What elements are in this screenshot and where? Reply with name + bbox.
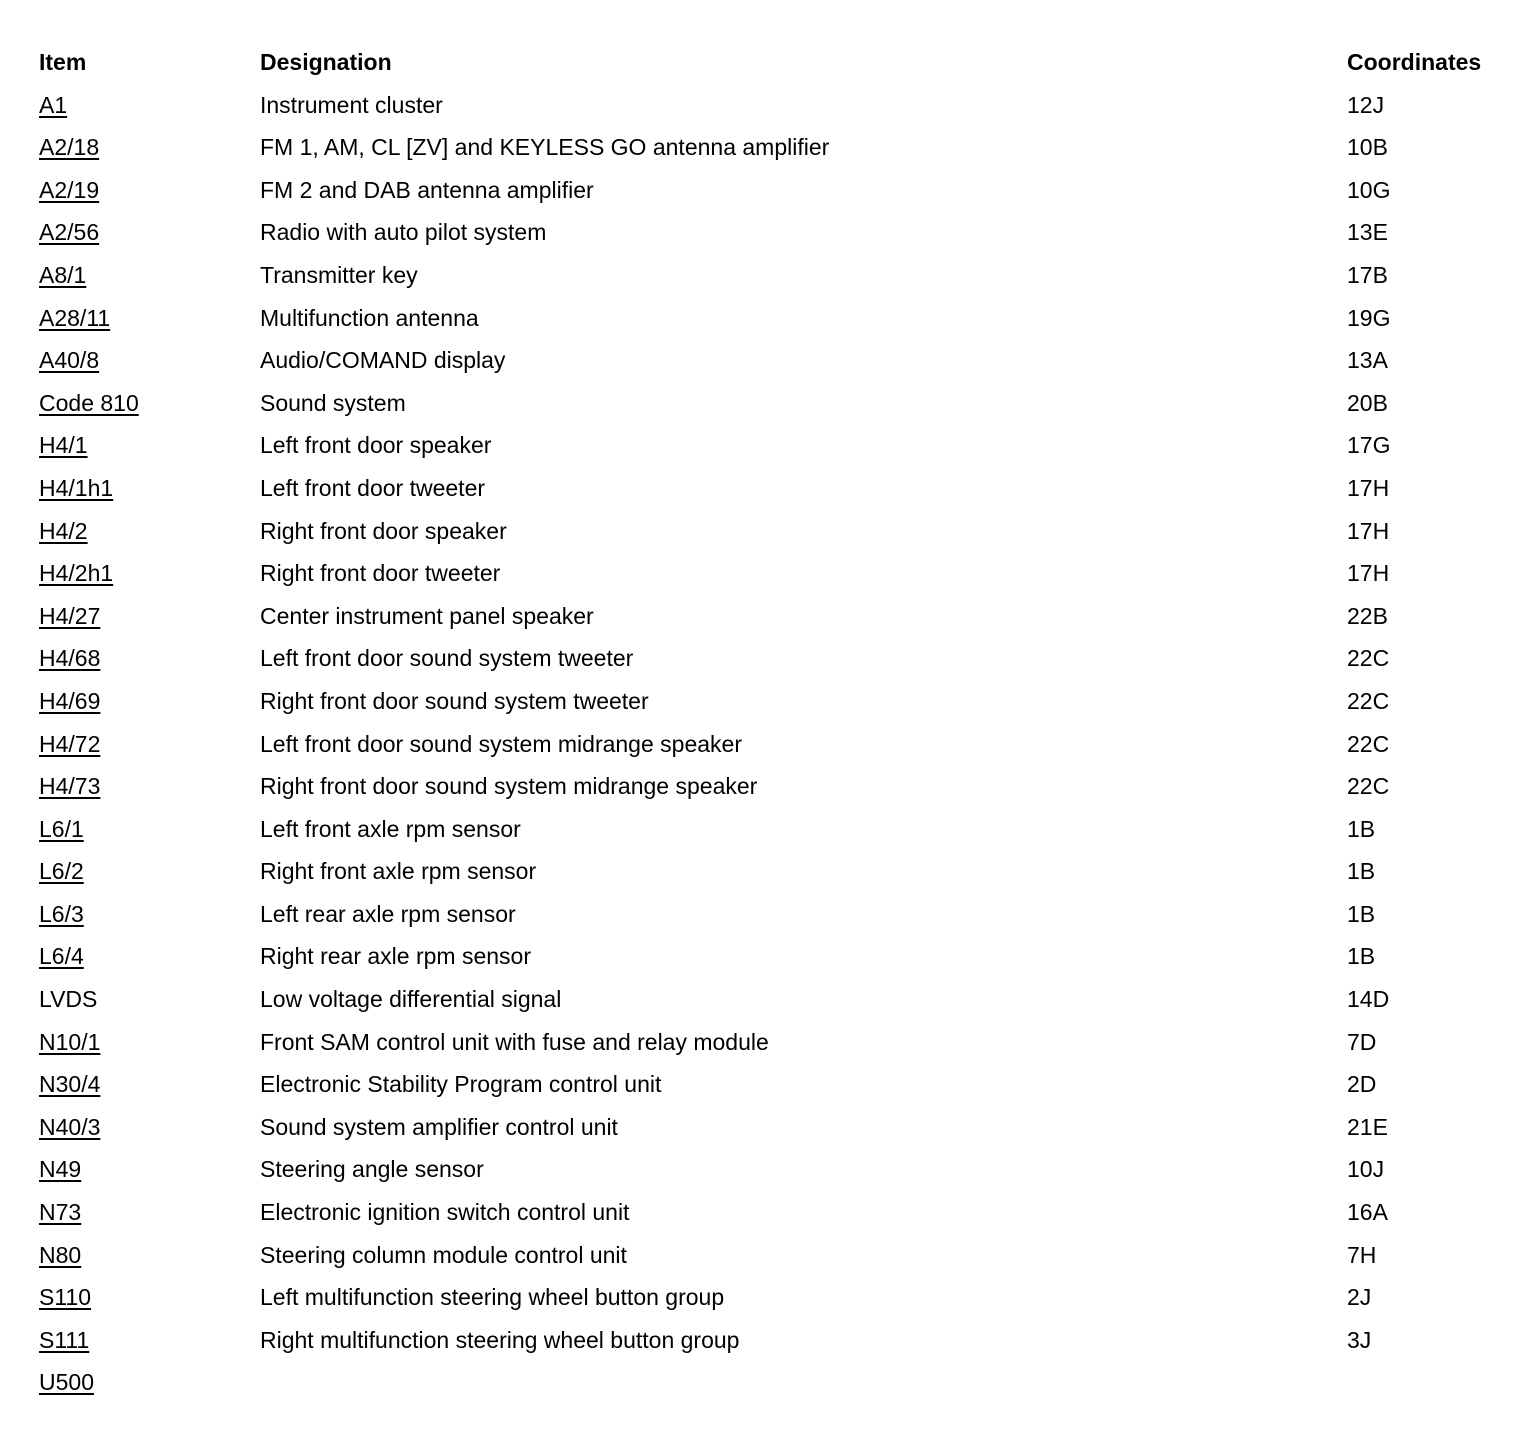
item-link[interactable]: Code 810 [39,389,139,416]
coordinates-text: 16A [1347,1199,1388,1226]
designation-text: Electronic ignition switch control unit [260,1199,630,1226]
coordinates-text: 1B [1347,815,1376,842]
item-link[interactable]: N10/1 [39,1028,101,1055]
item-link[interactable]: A28/11 [39,304,111,331]
table-row [39,467,1519,510]
coordinates-text: 17G [1347,432,1391,459]
item-link[interactable]: A8/1 [39,261,87,288]
designation-text: FM 1, AM, CL [ZV] and KEYLESS GO antenna amplifier [260,134,830,161]
item-link[interactable]: U500 [39,1369,94,1396]
item-link[interactable]: L6/2 [39,858,84,885]
table-row [39,1361,1519,1404]
designation-text: FM 2 and DAB antenna amplifier [260,176,594,203]
coordinates-text: 13A [1347,347,1388,374]
coordinates-text: 22C [1347,730,1390,757]
header-designation: Designation [260,49,392,75]
table-row [39,1106,1519,1149]
coordinates-text: 17H [1347,560,1390,587]
item-link[interactable]: N80 [39,1241,82,1268]
designation-text: Sound system amplifier control unit [260,1113,618,1140]
item-label: LVDS [39,986,98,1013]
designation-text: Left rear axle rpm sensor [260,900,516,927]
designation-text: Sound system [260,389,406,416]
item-link[interactable]: H4/73 [39,773,101,800]
designation-text: Left front door sound system tweeter [260,645,634,672]
table-row [39,680,1519,723]
table-row [39,339,1519,382]
item-link[interactable]: A2/18 [39,134,100,161]
table-row [39,595,1519,638]
coordinates-text: 1B [1347,943,1376,970]
designation-text: Right front door sound system midrange speaker [260,773,758,800]
coordinates-text: 17H [1347,517,1390,544]
table-row [39,1148,1519,1191]
item-link[interactable]: H4/2 [39,517,88,544]
item-link[interactable]: N40/3 [39,1113,101,1140]
table-row [39,552,1519,595]
table-row [39,211,1519,254]
coordinates-text: 21E [1347,1113,1388,1140]
coordinates-text: 22B [1347,602,1388,629]
coordinates-text: 2J [1347,1284,1372,1311]
coordinates-text: 22C [1347,645,1390,672]
designation-text: Electronic Stability Program control unit [260,1071,662,1098]
table-row [39,126,1519,169]
designation-text: Multifunction antenna [260,304,479,331]
designation-text: Right front axle rpm sensor [260,858,537,885]
item-link[interactable]: H4/1 [39,432,88,459]
table-row [39,84,1519,127]
designation-text: Center instrument panel speaker [260,602,594,629]
coordinates-text: 20B [1347,389,1388,416]
item-link[interactable]: H4/72 [39,730,101,757]
coordinates-text: 12J [1347,91,1385,118]
designation-text: Left front door tweeter [260,474,486,501]
designation-text: Left multifunction steering wheel button group [260,1284,725,1311]
table-row [39,935,1519,978]
item-link[interactable]: N73 [39,1199,82,1226]
coordinates-text: 3J [1347,1326,1372,1353]
table-row [39,1276,1519,1319]
table-row [39,297,1519,340]
coordinates-text: 13E [1347,219,1388,246]
table-row [39,850,1519,893]
designation-text: Radio with auto pilot system [260,219,547,246]
item-link[interactable]: A2/19 [39,176,100,203]
table-row [39,765,1519,808]
designation-text: Steering angle sensor [260,1156,484,1183]
table-row [39,723,1519,766]
coordinates-text: 2D [1347,1071,1377,1098]
table-row [39,893,1519,936]
table-row [39,382,1519,425]
designation-text: Right front door tweeter [260,560,501,587]
designation-text: Left front door sound system midrange speaker [260,730,742,757]
item-link[interactable]: L6/4 [39,943,84,970]
item-link[interactable]: L6/3 [39,900,84,927]
item-link[interactable]: H4/69 [39,687,101,714]
header-item: Item [39,49,87,75]
table-row [39,510,1519,553]
table-row [39,1063,1519,1106]
table-row [39,808,1519,851]
designation-text: Right front door sound system tweeter [260,687,649,714]
coordinates-text: 10G [1347,176,1391,203]
coordinates-text: 10B [1347,134,1388,161]
coordinates-text: 22C [1347,687,1390,714]
table-row [39,254,1519,297]
item-link[interactable]: H4/1h1 [39,474,114,501]
table-header-row [39,41,1519,84]
item-link[interactable]: N30/4 [39,1071,101,1098]
coordinates-text: 17B [1347,261,1388,288]
designation-text: Right rear axle rpm sensor [260,943,531,970]
coordinates-text: 22C [1347,773,1390,800]
header-coordinates: Coordinates [1347,49,1482,75]
designation-text: Audio/COMAND display [260,347,506,374]
coordinates-text: 17H [1347,474,1390,501]
designation-text: Front SAM control unit with fuse and relay module [260,1028,769,1055]
designation-text: Left front axle rpm sensor [260,815,521,842]
item-link[interactable]: A2/56 [39,219,100,246]
designation-text: Low voltage differential signal [260,986,562,1013]
item-link[interactable]: H4/2h1 [39,560,114,587]
item-link[interactable]: H4/27 [39,602,101,629]
table-row [39,1319,1519,1362]
table-row [39,169,1519,212]
item-link[interactable]: S111 [39,1326,90,1353]
item-link[interactable]: A40/8 [39,347,100,374]
designation-text: Transmitter key [260,261,418,288]
coordinates-text: 14D [1347,986,1390,1013]
coordinates-text: 7D [1347,1028,1377,1055]
table-row [39,978,1519,1021]
coordinates-text: 7H [1347,1241,1377,1268]
designation-text: Instrument cluster [260,91,443,118]
designation-text: Left front door speaker [260,432,492,459]
table-row [39,1021,1519,1064]
designation-text: Right multifunction steering wheel button group [260,1326,740,1353]
designation-text: Steering column module control unit [260,1241,627,1268]
table-row [39,1191,1519,1234]
coordinates-text: 19G [1347,304,1391,331]
table-row [39,637,1519,680]
designation-text: Right front door speaker [260,517,507,544]
table-row [39,424,1519,467]
table-body [39,84,1519,1404]
table-row [39,1234,1519,1277]
item-link[interactable]: S110 [39,1284,92,1311]
coordinates-text: 10J [1347,1156,1385,1183]
item-link[interactable]: H4/68 [39,645,101,672]
item-link[interactable]: N49 [39,1156,82,1183]
item-link[interactable]: L6/1 [39,815,84,842]
component-legend-table [39,41,1519,1404]
coordinates-text: 1B [1347,900,1376,927]
item-link[interactable]: A1 [39,91,68,118]
coordinates-text: 1B [1347,858,1376,885]
